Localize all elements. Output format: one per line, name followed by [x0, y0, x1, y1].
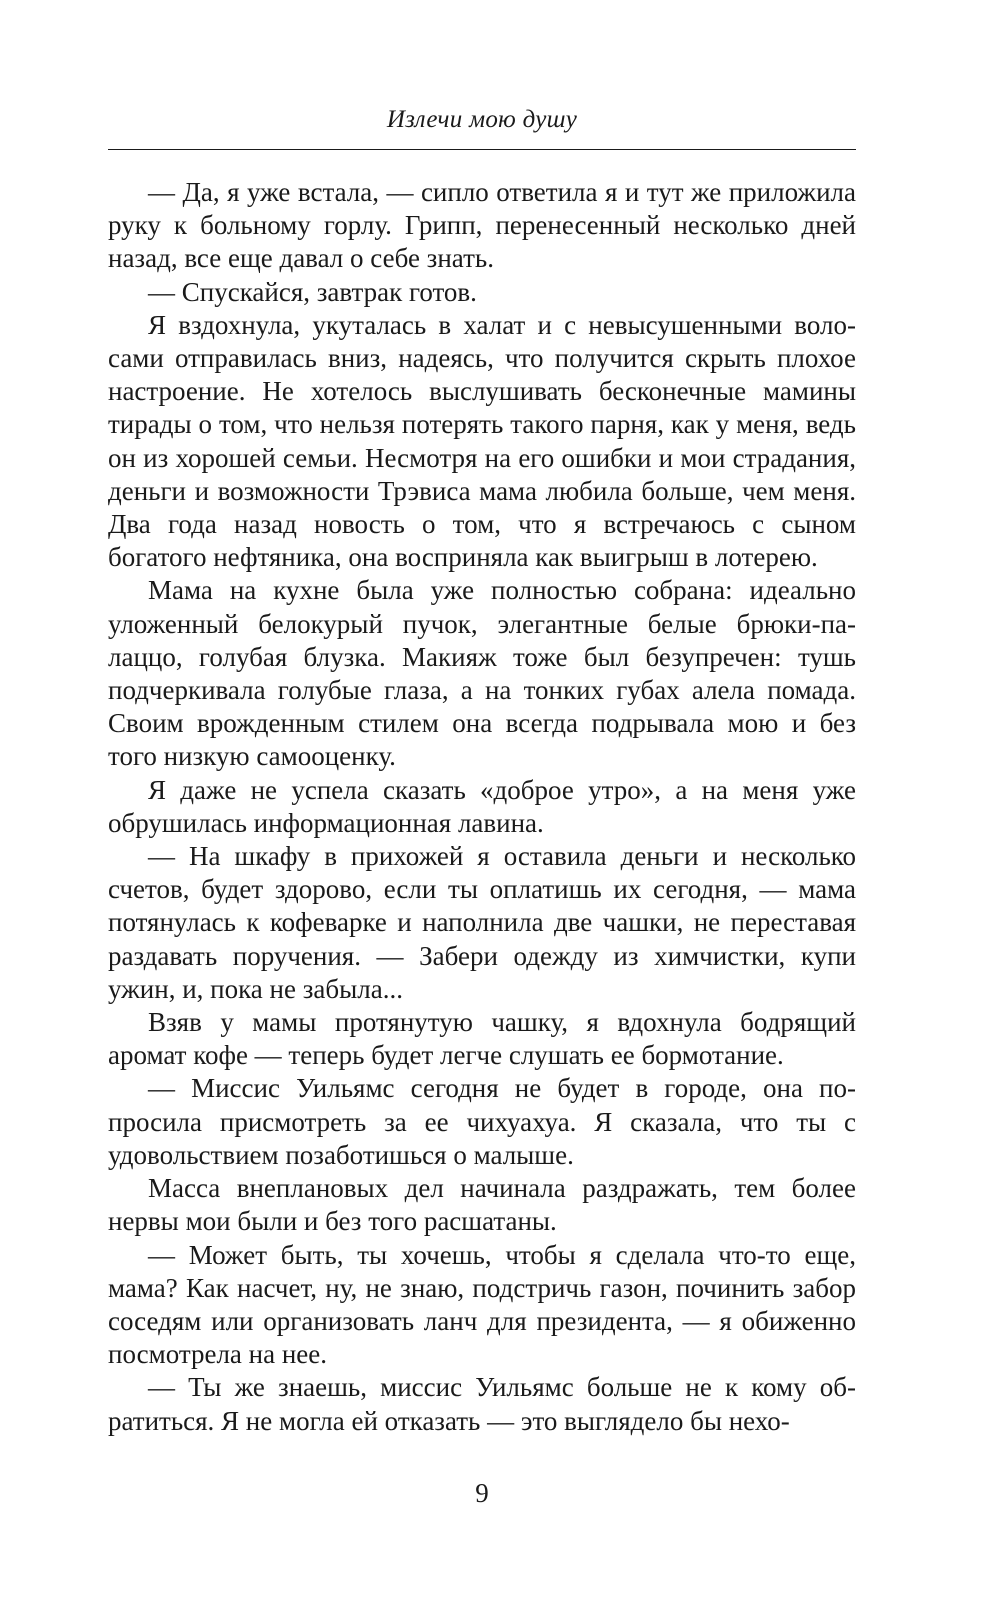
paragraph-2: — Спускайся, завтрак готов. [148, 276, 477, 307]
paragraph-7: Взяв у мамы протянутую чашку, я вдохнула бодрящий аромат кофе — теперь будет легче слушать ее бормотание. [108, 1007, 856, 1071]
paragraph-8: — Миссис Уильямс сегодня не будет в городе, она попросила присмотреть за ее чихуахуа. Я сказала, что ты с удовольствием позаботишься о малыше. [108, 1073, 856, 1170]
paragraph-9: Масса внеплановых дел начинала раздражать, тем более нервы мои были и без того расшатаны. [108, 1173, 856, 1237]
paragraph-4: Мама на кухне была уже полностью собрана: идеально уложенный белокурый пучок, элегантные белые брюки-палаццо, голубая блузка. Макияж тоже был безупречен: тушь подчеркивала голубые глаза, а на тонких губах алела помада. Своим врожденным стилем она всегда подрывала мою и без того низкую самооценку. [108, 575, 856, 772]
paragraph-1: — Да, я уже встала, — сипло ответила я и тут же приложила руку к больному горлу. Грипп, перенесенный несколько дней назад, все еще давал о себе знать. [108, 177, 856, 274]
page-number: 9 [475, 1478, 489, 1508]
paragraph-6: — На шкафу в прихожей я оставила деньги и несколько счетов, будет здорово, если ты оплатишь их сегодня, — мама потянулась к кофеварке и наполнила две чашки, не переставая раздавать поручения. — Забери одежду из химчистки, купи ужин, и, пока не забыла... [108, 841, 856, 1004]
paragraph-3: Я вздохнула, укуталась в халат и с невысушенными волосами отправилась вниз, надеясь, что получится скрыть плохое настроение. Не хотелось выслушивать бесконечные мамины тирады о том, что нельзя потерять такого парня, как у меня, ведь он из хорошей семьи. Несмотря на его ошибки и мои страдания, деньги и возможности Трэвиса мама любила больше, чем меня. Два года назад новость о том, что я встречаюсь с сыном богатого нефтяника, она восприняла как выигрыш в лотерею. [108, 309, 856, 573]
paragraph-10: — Может быть, ты хочешь, чтобы я сделала что-то еще, мама? Как насчет, ну, не знаю, подстричь газон, починить забор соседям или организовать ланч для президента, — я обиженно посмотрела на нее. [108, 1239, 856, 1370]
page-text [108, 176, 856, 1438]
running-header-title: Излечи мою душу [386, 106, 578, 133]
paragraph-5: Я даже не успела сказать «доброе утро», а на меня уже обрушилась информационная лавина. [108, 774, 856, 838]
paragraph-11: — Ты же знаешь, миссис Уильямс больше не к кому обратиться. Я не могла ей отказать — это выглядело бы нехо- [108, 1372, 856, 1436]
header-divider [108, 149, 856, 150]
